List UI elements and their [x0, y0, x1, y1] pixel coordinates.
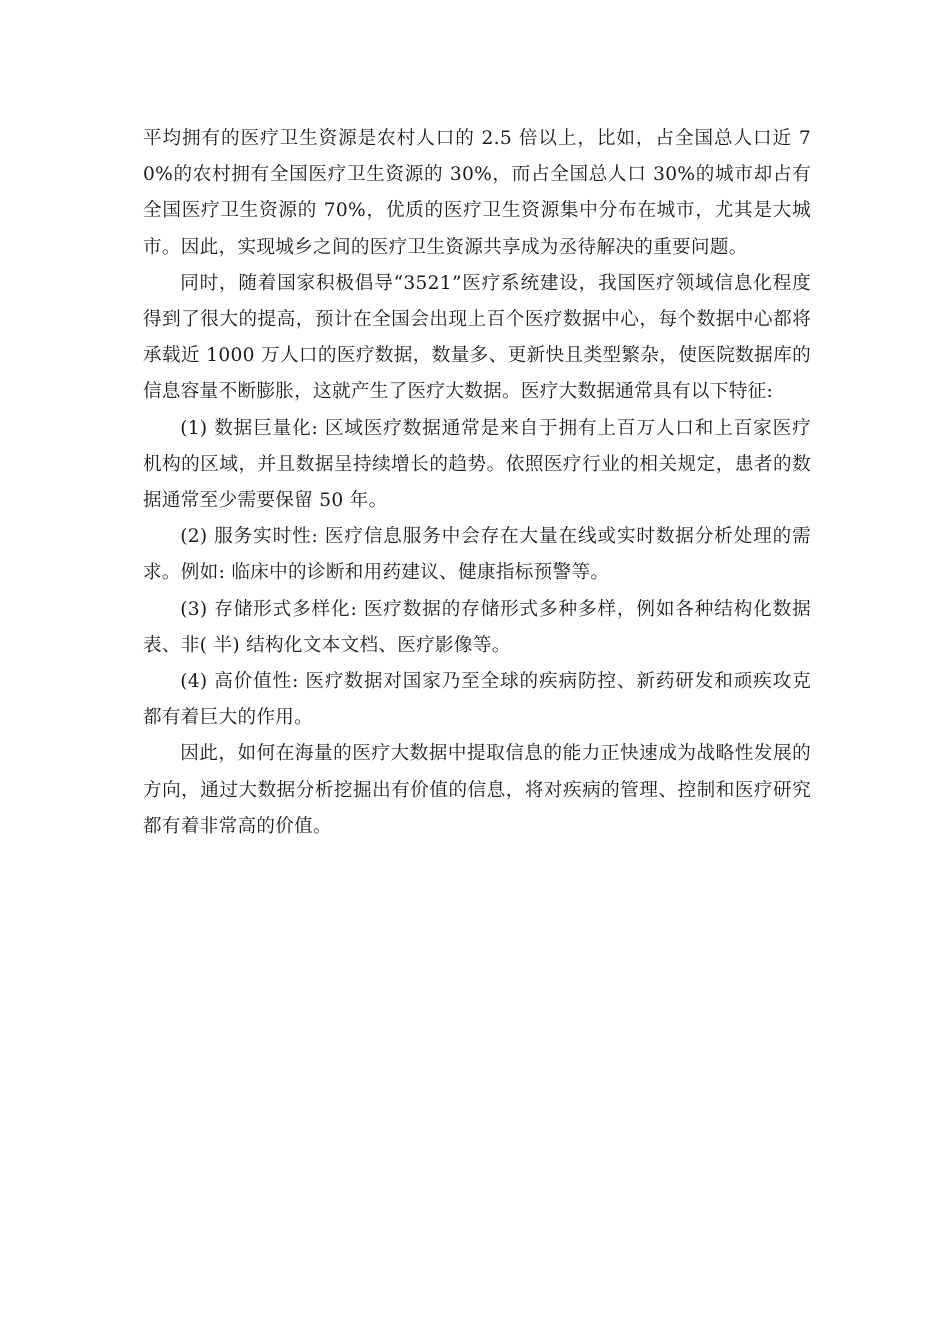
- paragraph-feature-real-time: (2) 服务实时性: 医疗信息服务中会存在大量在线或实时数据分析处理的需求。例如: 临床中的诊断和用药建议、健康指标预警等。: [143, 526, 811, 584]
- paragraph-feature-data-volume: (1) 数据巨量化: 区域医疗数据通常是来自于拥有上百万人口和上百家医疗机构的区域，并且数据呈持续增长的趋势。依照医疗行业的相关规定，患者的数据通常至少需要保留 50 年。: [143, 417, 811, 512]
- paragraph-feature-high-value: (4) 高价值性: 医疗数据对国家乃至全球的疾病防控、新药研发和顽疾攻克都有着巨大的作用。: [143, 671, 811, 729]
- document-body: [143, 121, 811, 845]
- paragraph-conclusion: 因此，如何在海量的医疗大数据中提取信息的能力正快速成为战略性发展的方向，通过大数据分析挖掘出有价值的信息，将对疾病的管理、控制和医疗研究都有着非常高的价值。: [143, 743, 811, 837]
- paragraph-medical-big-data-intro: 同时，随着国家积极倡导“3521”医疗系统建设，我国医疗领域信息化程度得到了很大的提高，预计在全国会出现上百个医疗数据中心，每个数据中心都将承载近 1000 万人口的医疗数据，数量多、更新快且类型繁杂，使医院数据库的信息容量不断膨胀，这就产生了医疗大数据。医疗大数据通常具有以下特征:: [143, 272, 811, 403]
- paragraph-feature-storage-diversity: (3) 存储形式多样化: 医疗数据的存储形式多种多样，例如各种结构化数据表、非( 半) 结构化文本文档、医疗影像等。: [143, 598, 811, 656]
- paragraph-resource-distribution: 平均拥有的医疗卫生资源是农村人口的 2.5 倍以上，比如，占全国总人口近 70%的农村拥有全国医疗卫生资源的 30%，而占全国总人口 30%的城市却占有全国医疗卫生资源的 70%，优质的医疗卫生资源集中分布在城市，尤其是大城市。因此，实现城乡之间的医疗卫生资源共享成为丞待解决的重要问题。: [143, 128, 811, 258]
